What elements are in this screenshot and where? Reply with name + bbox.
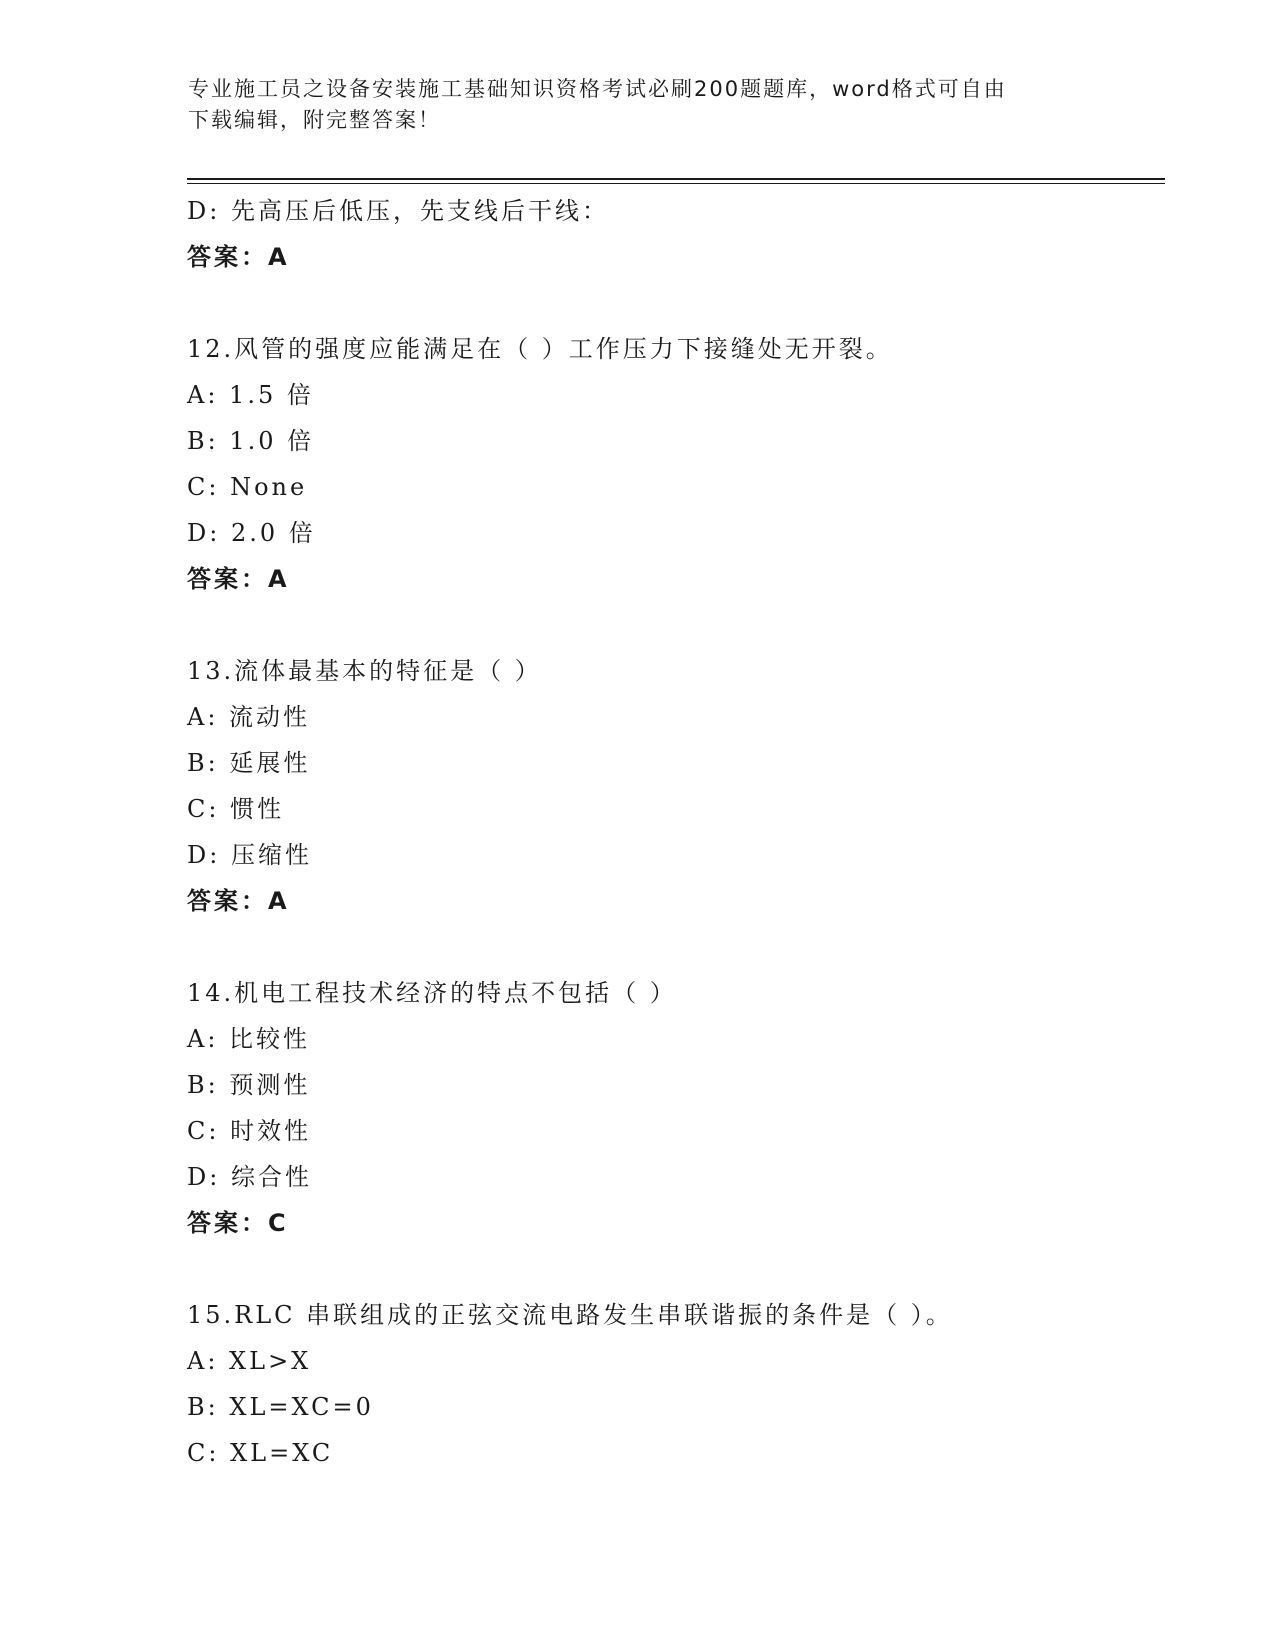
option-c: C: 惯性	[187, 795, 285, 823]
header-divider-thin	[187, 183, 1165, 184]
spacer	[187, 1246, 1167, 1292]
option-b: B: 延展性	[187, 749, 311, 777]
question-stem: 14.机电工程技术经济的特点不包括（ ）	[187, 979, 677, 1007]
option-a: A: 比较性	[187, 1025, 311, 1053]
spacer	[187, 602, 1167, 648]
option-a: A: XL>X	[187, 1347, 312, 1375]
option-a: A: 流动性	[187, 703, 311, 731]
question-13	[187, 648, 1167, 924]
option-c: C: None	[187, 473, 308, 501]
option-c: C: 时效性	[187, 1117, 312, 1145]
option-b: B: 预测性	[187, 1071, 311, 1099]
option-d: D: 综合性	[187, 1163, 312, 1191]
question-12	[187, 326, 1167, 602]
option-a: A: 1.5 倍	[187, 381, 314, 409]
option-b: B: XL=XC=0	[187, 1393, 374, 1421]
answer-line: 答案：C	[187, 1209, 289, 1237]
option-d: D: 压缩性	[187, 841, 312, 869]
question-15	[187, 1292, 1167, 1476]
document-header	[188, 74, 1068, 136]
question-list	[187, 188, 1167, 1476]
header-divider-thick	[187, 178, 1165, 180]
question-stem: 15.RLC 串联组成的正弦交流电路发生串联谐振的条件是（ ）。	[187, 1301, 953, 1329]
answer-line: 答案：A	[187, 243, 290, 271]
header-title-line-2: 下载编辑，附完整答案！	[188, 108, 441, 132]
option-c: C: XL=XC	[187, 1439, 334, 1467]
question-14	[187, 970, 1167, 1246]
header-title-line-1: 专业施工员之设备安装施工基础知识资格考试必刷200题题库，word格式可自由	[188, 77, 1007, 101]
question-stem: 13.流体最基本的特征是（ ）	[187, 657, 542, 685]
option-d: D: 先高压后低压，先支线后干线：	[187, 197, 609, 225]
option-d: D: 2.0 倍	[187, 519, 316, 547]
option-b: B: 1.0 倍	[187, 427, 315, 455]
spacer	[187, 924, 1167, 970]
spacer	[187, 280, 1167, 326]
question-stem: 12.风管的强度应能满足在（ ）工作压力下接缝处无开裂。	[187, 335, 893, 363]
answer-line: 答案：A	[187, 887, 290, 915]
answer-line: 答案：A	[187, 565, 290, 593]
